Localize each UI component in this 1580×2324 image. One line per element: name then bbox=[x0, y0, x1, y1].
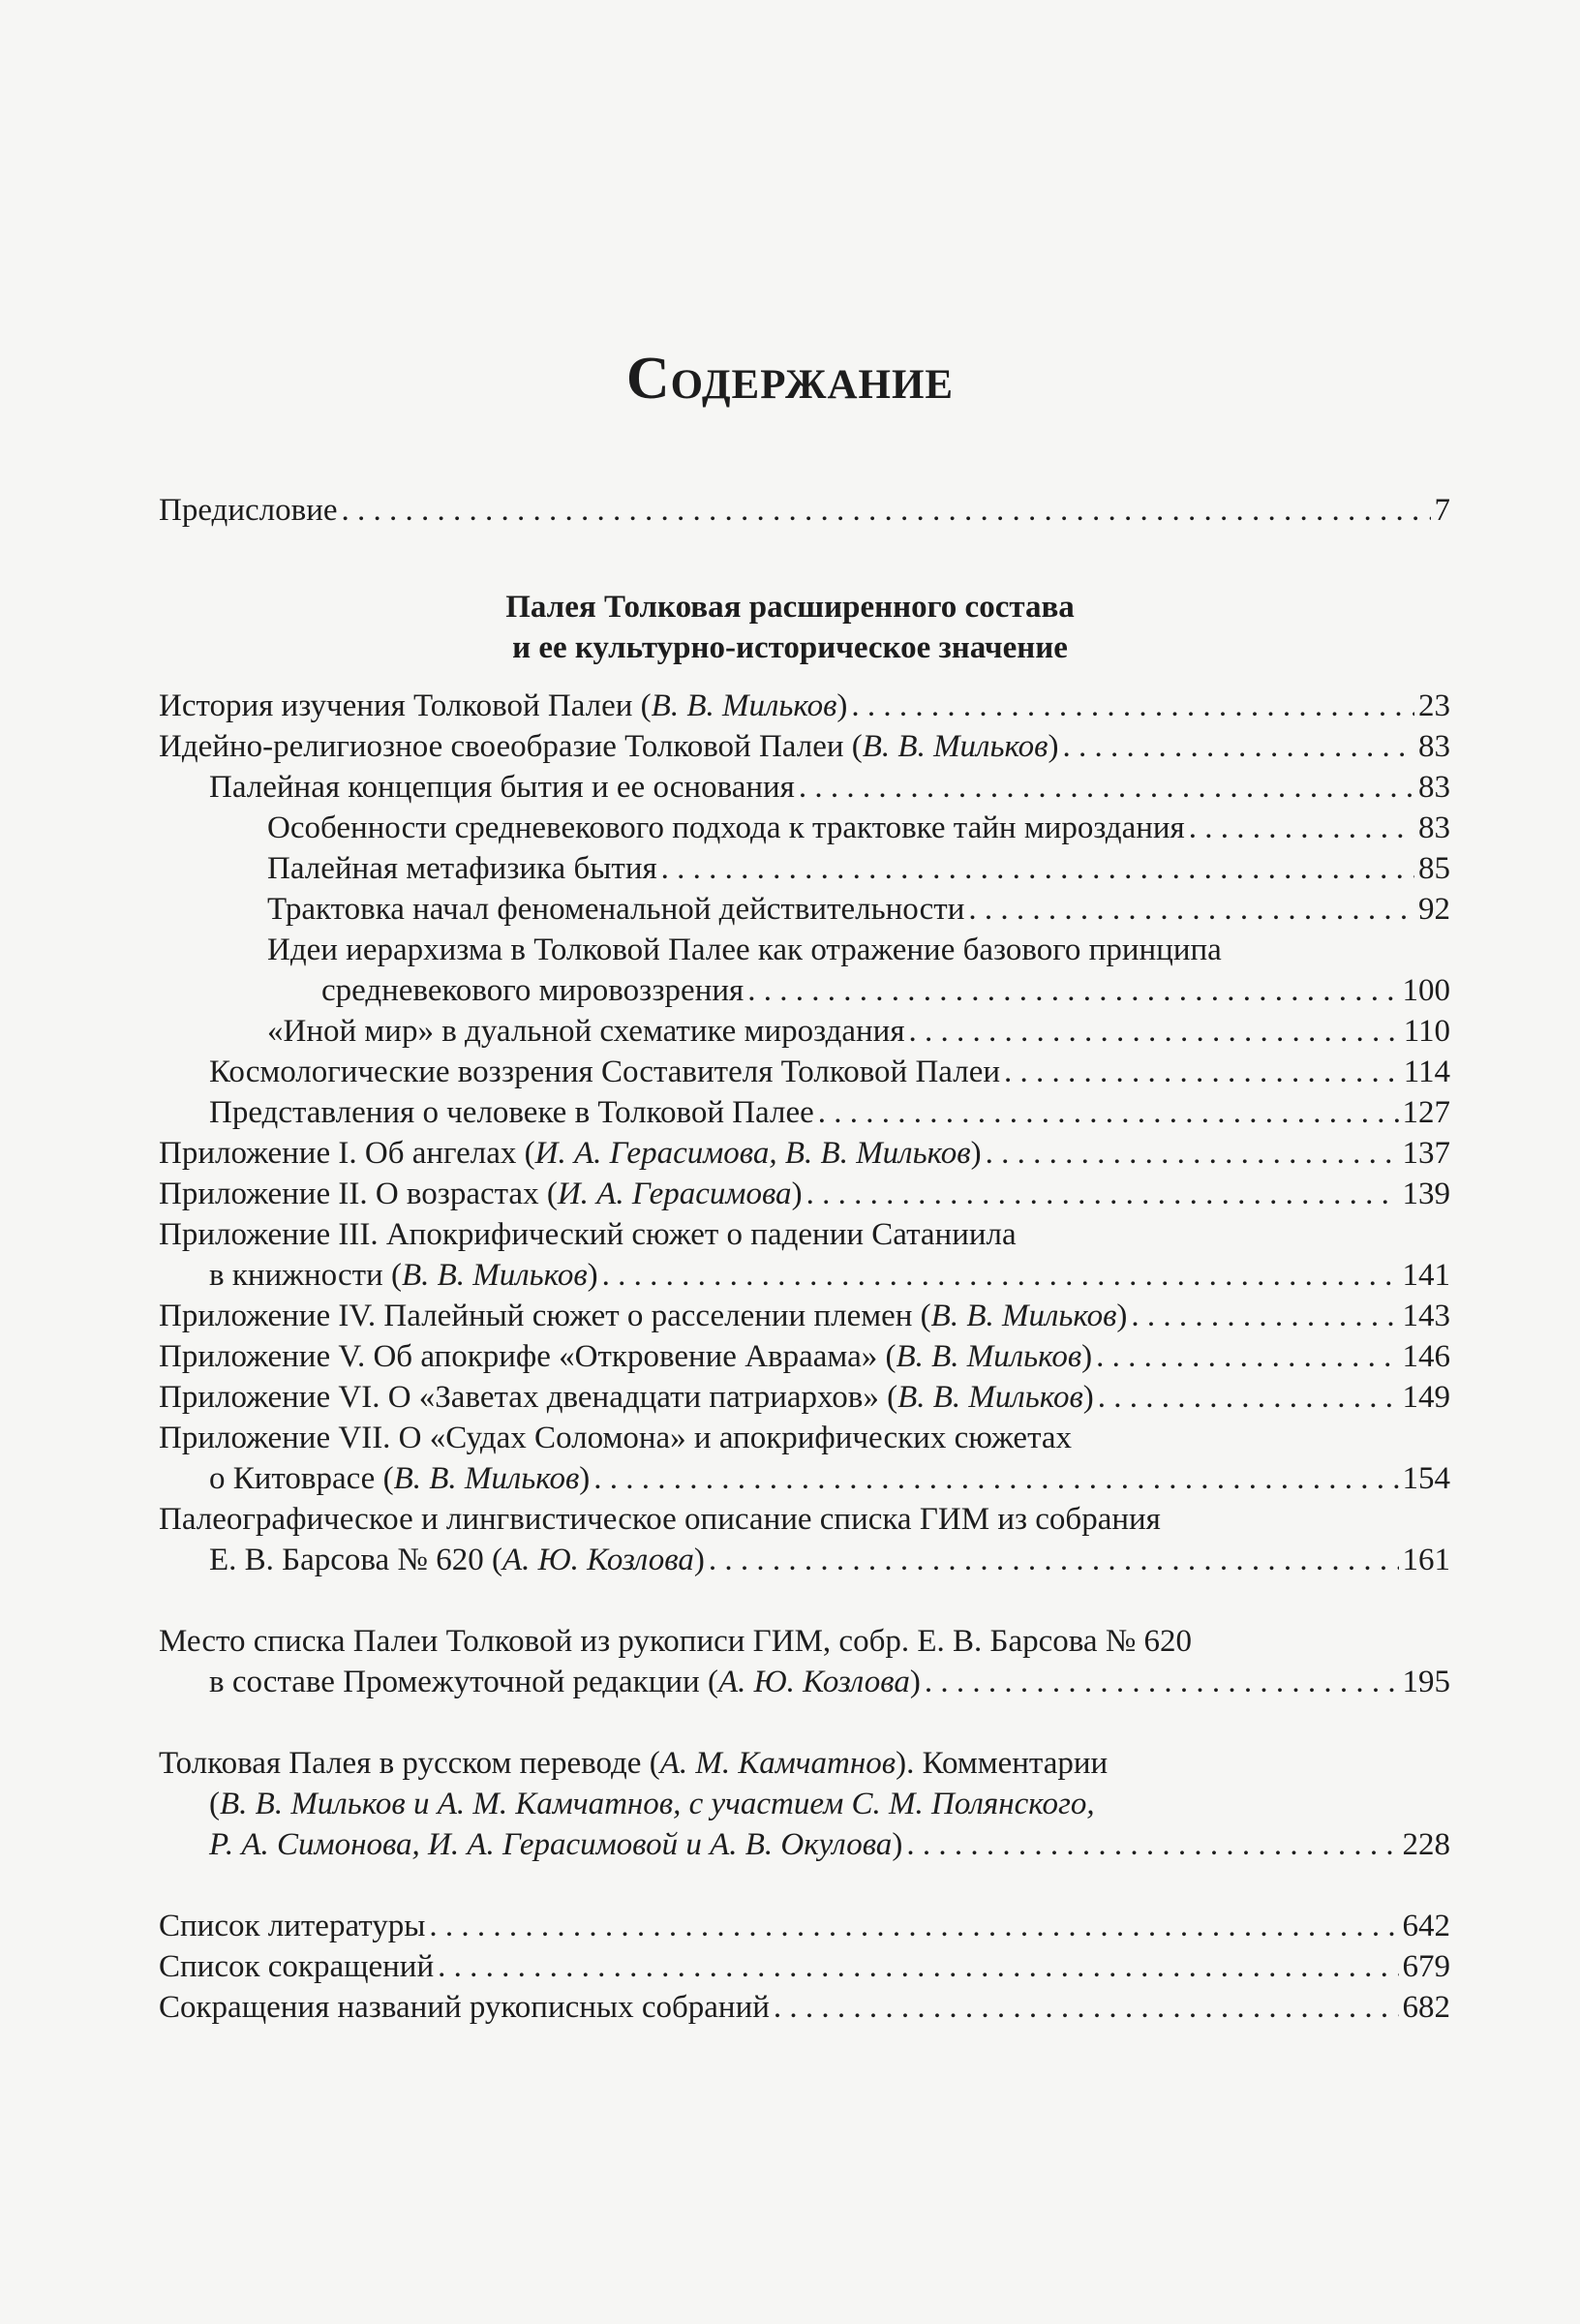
toc-entry[interactable]: Идеи иерархизма в Толковой Палее как отражение базового принципа средневекового мировоззрения . . . 100 bbox=[159, 930, 1450, 1011]
section-heading-line1: Палея Толковая расширенного состава bbox=[505, 590, 1075, 625]
page-title: Содержание bbox=[625, 346, 955, 412]
toc-entry[interactable]: Приложение I. Об ангелах (И. А. Герасимова, В. В. Мильков) . . . 137 bbox=[159, 1133, 1450, 1174]
toc-entry[interactable]: Толковая Палея в русском переводе (А. М. Камчатнов). Комментарии (В. В. Мильков и А. М. Камчатнов, с участием С. М. Полянского, Р. А. Симонова, И. А. Герасимовой и А. В. Окулова) . . . 228 bbox=[159, 1743, 1450, 1865]
page-number: 7 bbox=[1434, 493, 1450, 528]
page-number: 127 bbox=[1402, 1095, 1450, 1130]
page-number: 110 bbox=[1403, 1014, 1450, 1049]
toc-entry[interactable]: Приложение VII. О «Судах Соломона» и апокрифических сюжетах о Китоврасе (В. В. Мильков) . . . 154 bbox=[159, 1418, 1450, 1499]
section-heading-line2: и ее культурно-историческое значение bbox=[512, 630, 1068, 665]
toc-entry[interactable]: История изучения Толковой Палеи (В. В. Мильков) . . . 23 bbox=[159, 686, 1450, 726]
page-number: 92 bbox=[1418, 892, 1450, 927]
toc-entry[interactable]: Сокращения названий рукописных собраний . . . 682 bbox=[159, 1987, 1450, 2028]
toc-entry[interactable]: Палеографическое и лингвистическое описание списка ГИМ из собрания Е. В. Барсова № 620 (А. Ю. Козлова) . . . 161 bbox=[159, 1499, 1450, 1580]
toc-entry[interactable]: Палейная концепция бытия и ее основания . . . 83 bbox=[159, 767, 1450, 808]
toc-entry[interactable]: Палейная метафизика бытия . . . 85 bbox=[159, 848, 1450, 889]
page-number: 154 bbox=[1402, 1461, 1450, 1496]
page-number: 195 bbox=[1402, 1665, 1450, 1699]
page-number: 141 bbox=[1402, 1258, 1450, 1293]
page-number: 23 bbox=[1418, 688, 1450, 723]
toc-entry[interactable]: Приложение V. Об апокрифе «Откровение Авраама» (В. В. Мильков) . . . 146 bbox=[159, 1336, 1450, 1377]
page-number: 228 bbox=[1402, 1827, 1450, 1862]
toc-entry[interactable]: Космологические воззрения Составителя Толковой Палеи . . . 114 bbox=[159, 1052, 1450, 1092]
page-number: 100 bbox=[1402, 973, 1450, 1008]
toc-entry-preface[interactable]: Предисловие . . . 7 bbox=[159, 490, 1450, 531]
toc-entry[interactable]: Список сокращений . . . 679 bbox=[159, 1946, 1450, 1987]
toc-entry[interactable]: Приложение IV. Палейный сюжет о расселении племен (В. В. Мильков) . . . 143 bbox=[159, 1296, 1450, 1336]
page-number: 85 bbox=[1418, 851, 1450, 886]
toc-entry[interactable]: «Иной мир» в дуальной схематике мироздания . . . 110 bbox=[159, 1011, 1450, 1052]
page-number: 114 bbox=[1403, 1055, 1450, 1089]
toc-entry[interactable]: Приложение VI. О «Заветах двенадцати патриархов» (В. В. Мильков) . . . 149 bbox=[159, 1377, 1450, 1418]
page-number: 146 bbox=[1402, 1339, 1450, 1374]
page-number: 137 bbox=[1402, 1136, 1450, 1171]
page-number: 139 bbox=[1402, 1177, 1450, 1211]
page-number: 83 bbox=[1418, 810, 1450, 845]
page-number: 143 bbox=[1402, 1299, 1450, 1333]
page-number: 682 bbox=[1402, 1990, 1450, 2025]
toc-entry[interactable]: Трактовка начал феноменальной действительности . . . 92 bbox=[159, 889, 1450, 930]
page-number: 679 bbox=[1402, 1949, 1450, 1984]
page-number: 149 bbox=[1402, 1380, 1450, 1415]
page-number: 642 bbox=[1402, 1909, 1450, 1943]
toc-entry[interactable]: Место списка Палеи Толковой из рукописи ГИМ, собр. Е. В. Барсова № 620 в составе Промежуточной редакции (А. Ю. Козлова) . . . 195 bbox=[159, 1621, 1450, 1702]
toc-entry[interactable]: Представления о человеке в Толковой Палее . . . 127 bbox=[159, 1092, 1450, 1133]
page-number: 161 bbox=[1402, 1543, 1450, 1577]
toc-entry[interactable]: Приложение III. Апокрифический сюжет о падении Сатаниила в книжности (В. В. Мильков) . . . 141 bbox=[159, 1214, 1450, 1296]
toc-entry[interactable]: Особенности средневекового подхода к трактовке тайн мироздания . . . 83 bbox=[159, 808, 1450, 848]
toc-entry[interactable]: Список литературы . . . 642 bbox=[159, 1906, 1450, 1946]
toc-entry[interactable]: Идейно-религиозное своеобразие Толковой Палеи (В. В. Мильков) . . . 83 bbox=[159, 726, 1450, 767]
page-number: 83 bbox=[1418, 770, 1450, 805]
page-number: 83 bbox=[1418, 729, 1450, 764]
toc-entry[interactable]: Приложение II. О возрастах (И. А. Герасимова) . . . 139 bbox=[159, 1174, 1450, 1214]
